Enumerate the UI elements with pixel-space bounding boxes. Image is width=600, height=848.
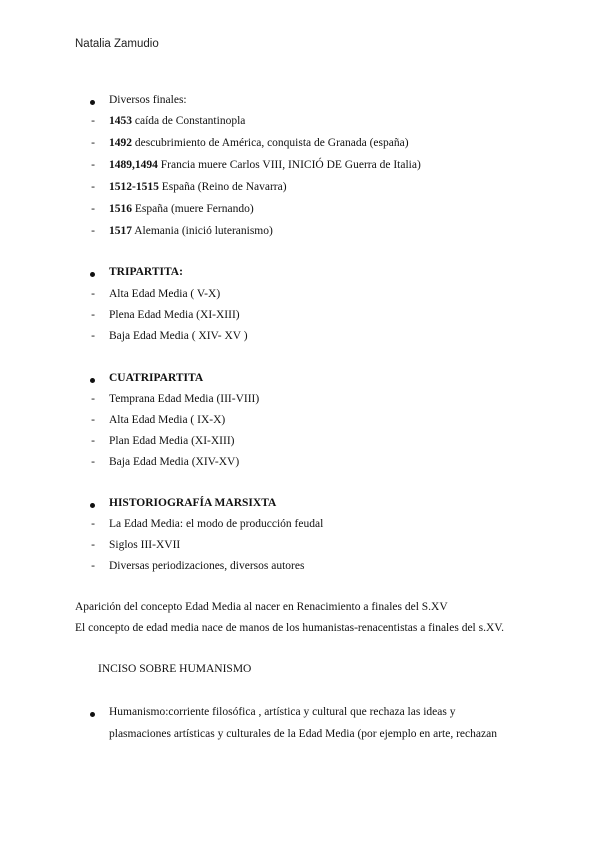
dash-marker: - — [91, 159, 95, 171]
list-item-year: 1516 — [109, 203, 132, 215]
dash-marker: - — [91, 309, 95, 321]
list-item: La Edad Media: el modo de producción feudal — [109, 518, 324, 530]
list-item: Temprana Edad Media (III-VIII) — [109, 393, 260, 405]
document-header-author: Natalia Zamudio — [75, 38, 159, 50]
list-item-text: caída de Constantinopla — [132, 115, 246, 127]
list-item-year: 1517 — [109, 225, 132, 237]
dash-marker: - — [91, 115, 95, 127]
dash-marker: - — [91, 203, 95, 215]
list-item: Plena Edad Media (XI-XIII) — [109, 309, 240, 321]
section-title: HISTORIOGRAFÍA MARSIXTA — [109, 497, 277, 509]
list-item-text: Francia muere Carlos VIII, INICIÓ DE Guerra de Italia) — [157, 159, 421, 171]
list-item: Baja Edad Media ( XIV- XV ) — [109, 330, 248, 342]
list-item-year: 1512-1515 — [109, 181, 159, 193]
dash-marker: - — [91, 435, 95, 447]
list-item-year: 1492 — [109, 137, 132, 149]
list-item-year: 1489,1494 — [109, 159, 158, 171]
dash-marker: - — [91, 414, 95, 426]
list-item — [109, 181, 287, 193]
dash-marker: - — [91, 330, 95, 342]
list-item: Alta Edad Media ( IX-X) — [109, 414, 226, 426]
list-item-text: descubrimiento de América, conquista de Granada (españa) — [132, 137, 409, 149]
list-item-year: 1453 — [109, 115, 132, 127]
bullet-dot-icon — [90, 503, 95, 508]
bullet-dot-icon — [90, 378, 95, 383]
dash-marker: - — [91, 181, 95, 193]
list-item — [109, 203, 254, 215]
bullet-dot-icon — [90, 272, 95, 277]
list-item-text: España (muere Fernando) — [132, 203, 254, 215]
humanismo-line-2: plasmaciones artísticas y culturales de la Edad Media (por ejemplo en arte, rechazan — [109, 728, 497, 740]
list-item: Plan Edad Media (XI-XIII) — [109, 435, 235, 447]
paragraph: El concepto de edad media nace de manos de los humanistas-renacentistas a finales del s.XV. — [75, 622, 504, 634]
dash-marker: - — [91, 393, 95, 405]
list-item — [109, 115, 245, 127]
inciso-heading: INCISO SOBRE HUMANISMO — [98, 663, 252, 675]
section-title: TRIPARTITA: — [109, 266, 183, 278]
list-item: Baja Edad Media (XIV-XV) — [109, 456, 240, 468]
list-item-text: España (Reino de Navarra) — [158, 181, 287, 193]
bullet-dot-icon — [90, 712, 95, 717]
section-title: CUATRIPARTITA — [109, 372, 204, 384]
section-title: Diversos finales: — [109, 94, 187, 106]
list-item — [109, 225, 273, 237]
humanismo-line-1: Humanismo:corriente filosófica , artística y cultural que rechaza las ideas y — [109, 706, 456, 718]
list-item — [109, 159, 421, 171]
paragraph: Aparición del concepto Edad Media al nacer en Renacimiento a finales del S.XV — [75, 601, 448, 613]
dash-marker: - — [91, 539, 95, 551]
list-item: Siglos III-XVII — [109, 539, 181, 551]
dash-marker: - — [91, 456, 95, 468]
dash-marker: - — [91, 288, 95, 300]
bullet-dot-icon — [90, 100, 95, 105]
dash-marker: - — [91, 137, 95, 149]
dash-marker: - — [91, 225, 95, 237]
list-item-text: Alemania (inició luteranismo) — [132, 225, 273, 237]
list-item: Alta Edad Media ( V-X) — [109, 288, 221, 300]
list-item: Diversas periodizaciones, diversos autores — [109, 560, 305, 572]
dash-marker: - — [91, 518, 95, 530]
dash-marker: - — [91, 560, 95, 572]
list-item — [109, 137, 409, 149]
